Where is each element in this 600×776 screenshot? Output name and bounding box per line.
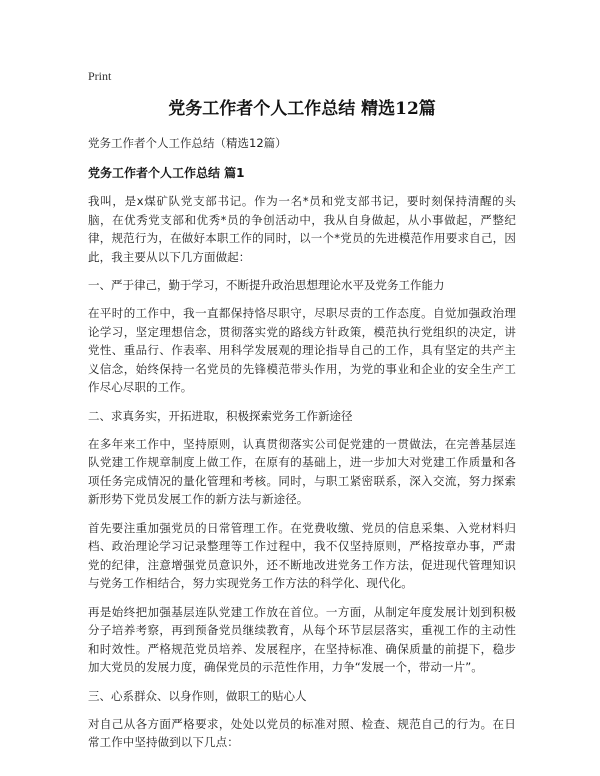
paragraph-intro: 我叫，是x煤矿队党支部书记。作为一名*员和党支部书记，要时刻保持清醒的头脑，在优秀党支部和优秀*员的争创活动中，我从自身做起，从小事做起，严整纪律，规范行为，在做好本职工作的同时，以一个*党员的先进模范作用要求自己，因此，我主要从以下几方面做起： xyxy=(88,194,516,264)
subheading-3: 三、心系群众、以身作则，做职工的贴心人 xyxy=(88,688,307,703)
section-heading-1: 党务工作者个人工作总结 篇1 xyxy=(88,166,245,180)
document-subtitle: 党务工作者个人工作总结（精选12篇） xyxy=(88,136,287,150)
subheading-2: 二、求真务实，开拓进取，积极探索党务工作新途径 xyxy=(88,408,353,423)
document-page xyxy=(88,68,516,762)
page-title: 党务工作者个人工作总结 精选12篇 xyxy=(168,99,436,119)
paragraph-5: 再是始终把加强基层连队党建工作放在首位。一方面，从制定年度发展计划到积极分子培养考察，再到预备党员继续教育，从每个环节层层落实，重视工作的主动性和时效性。严格规范党员培养、发展程序，在坚持标准、确保质量的前提下，稳步加大党员的发展力度，确保党员的示范性作用，力争“发展一个，带动一片”。 xyxy=(88,604,516,674)
paragraph-3: 在多年来工作中，坚持原则，认真贯彻落实公司促党建的一贯做法，在完善基层连队党建工作规章制度上做工作，在原有的基础上，进一步加大对党建工作质量和各项任务完成情况的量化管理和考核。同时，与职工紧密联系，深入交流，努力探索新形势下党员发展工作的新方法与新途径。 xyxy=(88,436,516,506)
print-label: Print xyxy=(88,69,112,83)
paragraph-2: 在平时的工作中，我一直都保持恪尽职守，尽职尽责的工作态度。自觉加强政治理论学习，坚定理想信念，贯彻落实党的路线方针政策，模范执行党组织的决定，讲党性、重品行、作表率、用科学发展观的理论指导自己的工作，具有坚定的共产主义信念，始终保持一名党员的先锋模范带头作用，为党的事业和企业的安全生产工作尽心尽职的工作。 xyxy=(88,306,516,394)
paragraph-4: 首先要注重加强党员的日常管理工作。在党费收缴、党员的信息采集、入党材料归档、政治理论学习记录整理等工作过程中，我不仅坚持原则，严格按章办事，严肃党的纪律，注意增强党员意识外，还不断地改进党务工作方法，促进现代管理知识与党务工作相结合，努力实现党务工作方法的科学化、现代化。 xyxy=(88,520,516,590)
subheading-1: 一、严于律己，勤于学习，不断提升政治思想理论水平及党务工作能力 xyxy=(88,278,445,292)
paragraph-6: 对自己从各方面严格要求，处处以党员的标准对照、检查、规范自己的行为。在日常工作中坚持做到以下几点： xyxy=(88,716,516,749)
